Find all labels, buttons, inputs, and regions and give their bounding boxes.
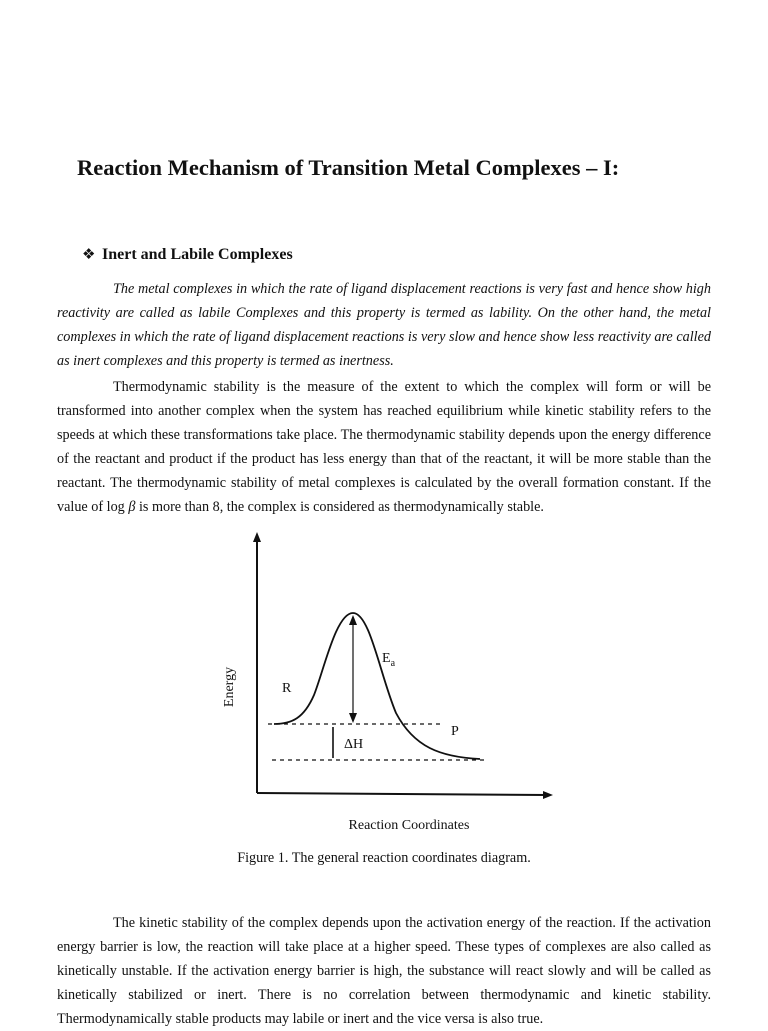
y-axis-label: Energy xyxy=(222,666,237,708)
activation-arrow-bottom xyxy=(349,713,357,723)
x-axis xyxy=(257,793,548,795)
section-heading xyxy=(82,242,293,267)
paragraph-2-text-b: is more than 8, the complex is considered as thermodynamically stable. xyxy=(135,499,544,515)
energy-curve xyxy=(274,613,480,759)
page-title: Reaction Mechanism of Transition Metal Complexes – I: xyxy=(77,155,620,180)
paragraph-kinetic-stability: The kinetic stability of the complex depends upon the activation energy of the reaction. If the activation energy barrier is low, the reaction will take place at a higher speed. These types of complexes are also called as kinetically unstable. If the activation energy barrier is high, the substance will react slowly and will be called as kinetically stabilized or inert. There is no correlation between thermodynamic and kinetic stability. Thermodynamically stable products may labile or inert and the vice versa is also true. xyxy=(57,915,711,1027)
paragraph-labile-inert: The metal complexes in which the rate of ligand displacement reactions is very fast and hence show high reactivity are called as labile Complexes and this property is termed as lability. On the other hand, the metal complexes in which the rate of ligand displacement reactions is very slow and hence show less reactivity are called as inert complexes and this property is termed as inertness. xyxy=(57,281,711,369)
diamond-bullet-icon: ❖ xyxy=(82,245,96,263)
reactant-label: R xyxy=(282,681,292,696)
product-label: P xyxy=(451,724,459,739)
enthalpy-label: ΔH xyxy=(344,737,364,752)
paragraph-thermodynamic-stability xyxy=(57,375,711,519)
activation-energy-label xyxy=(382,651,396,669)
paragraph-2-text-a: Thermodynamic stability is the measure of the extent to which the complex will form or will be transformed into another complex when the system has reached equilibrium while kinetic stability refers to the speeds at which these transformations take place. The thermodynamic stability depends upon the energy difference of the reactant and product if the product has less energy than that of the reactant, it will be more stable than the reactant. The thermodynamic stability of metal complexes is calculated by the overall formation constant. If the value of log xyxy=(57,379,711,515)
activation-arrow-top xyxy=(349,615,357,625)
activation-energy-subscript: a xyxy=(390,658,396,669)
reaction-coordinate-diagram xyxy=(200,525,580,850)
x-axis-label: Reaction Coordinates xyxy=(348,818,470,833)
beta-symbol: β xyxy=(128,499,136,515)
section-heading-text: Inert and Labile Complexes xyxy=(102,246,293,263)
activation-energy-symbol: E xyxy=(382,651,391,666)
figure-caption: Figure 1. The general reaction coordinates diagram. xyxy=(237,850,531,866)
